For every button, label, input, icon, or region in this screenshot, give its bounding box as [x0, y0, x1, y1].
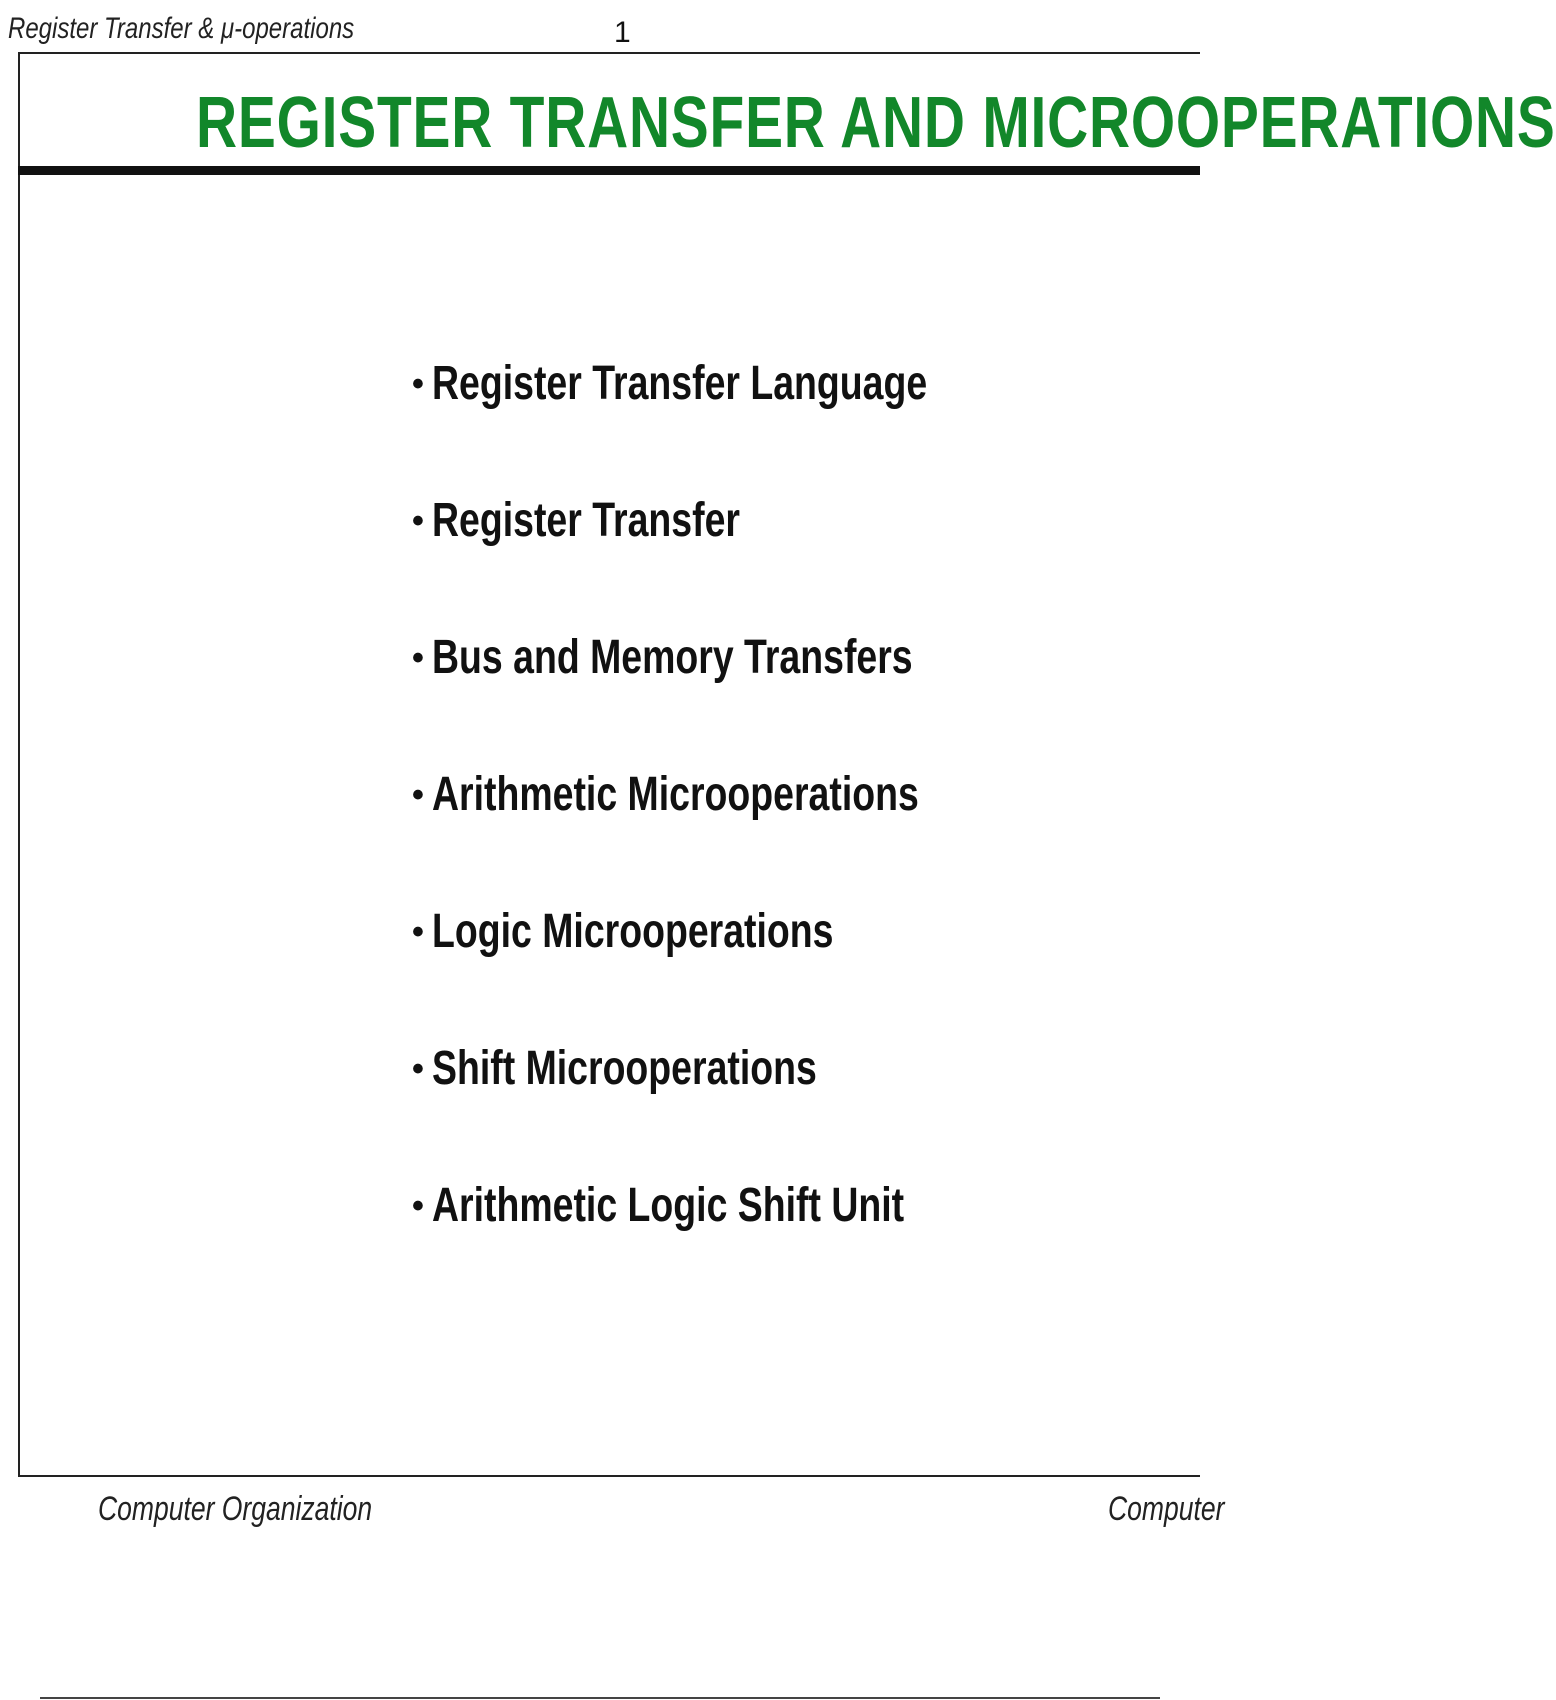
bottom-divider — [40, 1697, 1160, 1699]
list-item — [412, 1042, 1067, 1182]
list-item — [412, 768, 1067, 908]
list-item-text: Register Transfer Language — [432, 357, 928, 410]
list-item — [412, 1179, 1067, 1319]
list-item — [412, 494, 1067, 634]
list-item-text: Arithmetic Microoperations — [432, 768, 919, 821]
list-item-text: Register Transfer — [432, 494, 740, 547]
bullet-icon: • — [412, 913, 424, 951]
bullet-icon: • — [412, 502, 424, 540]
footer-course-name: Computer Organization — [98, 1490, 373, 1528]
list-item — [412, 905, 1067, 1045]
list-item-text: Bus and Memory Transfers — [432, 631, 913, 684]
title-divider — [18, 166, 1200, 175]
bullet-icon: • — [412, 639, 424, 677]
list-item — [412, 631, 1067, 771]
topic-list — [412, 357, 1067, 1319]
page-number: 1 — [614, 16, 631, 49]
list-item-text: Logic Microoperations — [432, 905, 834, 958]
slide-title: REGISTER TRANSFER AND MICROOPERATIONS — [196, 83, 1556, 163]
list-item-text: Arithmetic Logic Shift Unit — [432, 1179, 905, 1232]
list-item — [412, 357, 1067, 497]
list-item-text: Shift Microoperations — [432, 1042, 817, 1095]
running-header-title: Register Transfer & μ-operations — [8, 12, 355, 45]
bullet-icon: • — [412, 365, 424, 403]
footer-right-text: Computer — [1108, 1490, 1225, 1528]
bullet-icon: • — [412, 776, 424, 814]
bullet-icon: • — [412, 1050, 424, 1088]
bullet-icon: • — [412, 1187, 424, 1225]
